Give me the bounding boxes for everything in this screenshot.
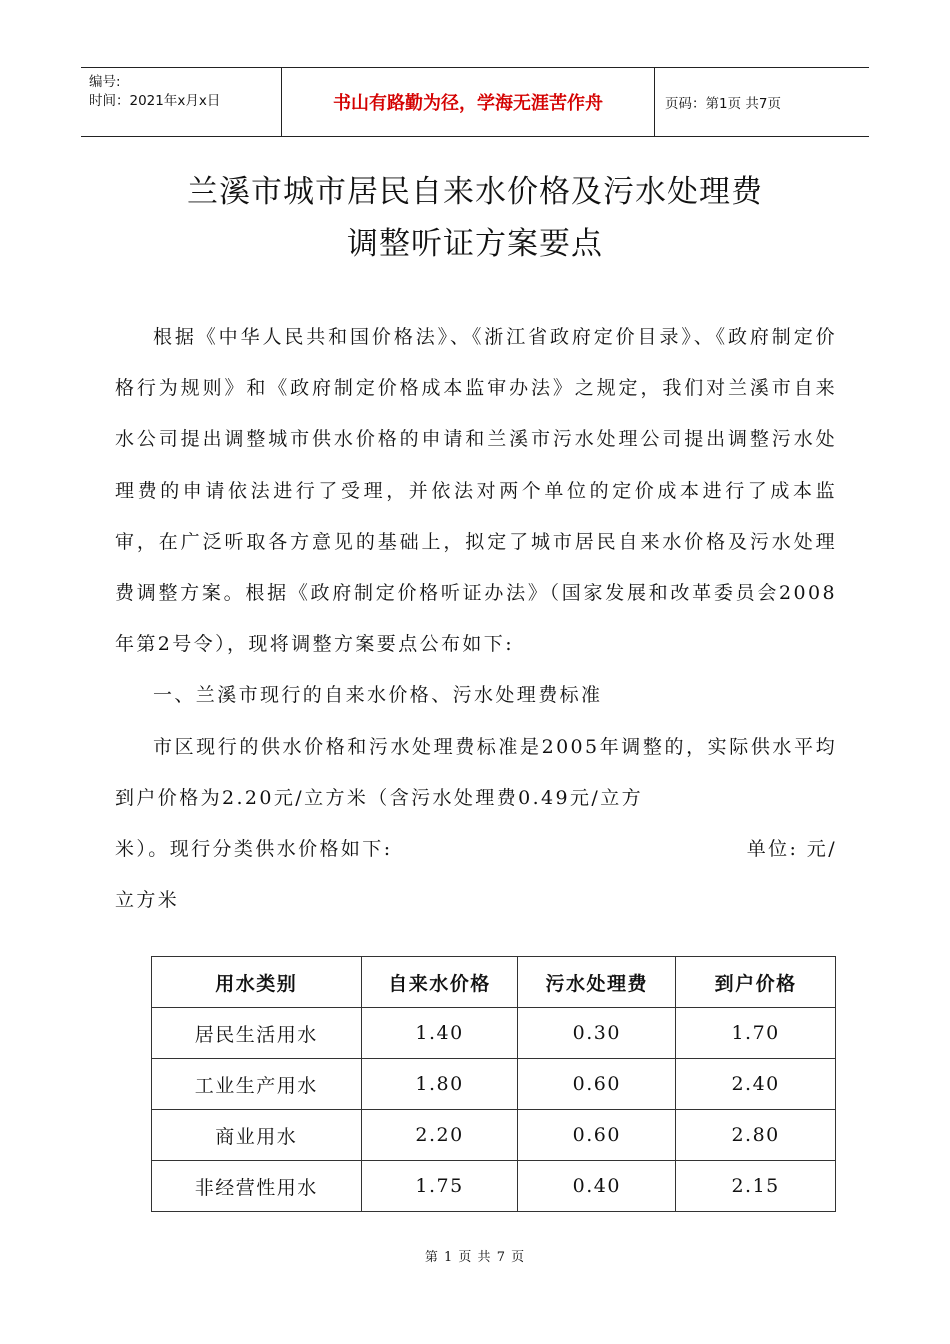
document-title-line1: 兰溪市城市居民自来水价格及污水处理费 xyxy=(187,174,763,210)
table-row xyxy=(152,1059,836,1110)
table-cell: 工业生产用水 xyxy=(152,1059,362,1110)
header-meta xyxy=(81,68,282,136)
header-motto: 书山有路勤为径，学海无涯苦作舟 xyxy=(282,68,655,136)
table-row xyxy=(152,1110,836,1161)
table-cell: 1.70 xyxy=(676,1008,836,1059)
price-table xyxy=(151,956,836,1212)
header-page-info: 页码：第1页 共7页 xyxy=(665,96,781,112)
col-header-category: 用水类别 xyxy=(152,957,362,1008)
table-cell: 1.75 xyxy=(361,1161,518,1212)
price-intro-row xyxy=(115,824,837,875)
time-label: 时间：2021年x月x日 xyxy=(89,93,221,109)
paragraph-current-prices: 市区现行的供水价格和污水处理费标准是2005年调整的，实际供水平均到户价格为2.20元/立方米（含污水处理费0.49元/立方 xyxy=(115,735,837,809)
table-cell: 居民生活用水 xyxy=(152,1008,362,1059)
page-footer: 第 1 页 共 7 页 xyxy=(424,1250,526,1265)
table-cell: 2.40 xyxy=(676,1059,836,1110)
table-cell: 2.20 xyxy=(361,1110,518,1161)
col-header-sewage-fee: 污水处理费 xyxy=(518,957,676,1008)
table-cell: 1.80 xyxy=(361,1059,518,1110)
unit-label: 单位: 元/ xyxy=(746,838,837,861)
table-cell: 0.60 xyxy=(518,1110,676,1161)
unit-label-cont: 立方米 xyxy=(115,889,180,912)
table-header-row xyxy=(152,957,836,1008)
table-cell: 2.80 xyxy=(676,1110,836,1161)
table-cell: 0.60 xyxy=(518,1059,676,1110)
table-cell: 0.40 xyxy=(518,1161,676,1212)
paragraph-intro: 根据《中华人民共和国价格法》、《浙江省政府定价目录》、《政府制定价格行为规则》和《政府制定价格成本监审办法》之规定，我们对兰溪市自来水公司提出调整城市供水价格的申请和兰溪市污水处理公司提出调整污水处理费的申请依法进行了受理，并依法对两个单位的定价成本进行了成本监审，在广泛听取各方意见的基础上，拟定了城市居民自来水价格及污水处理费调整方案。根据《政府制定价格听证办法》（国家发展和改革委员会2008年第2号令），现将调整方案要点公布如下: xyxy=(115,326,837,656)
col-header-water-price: 自来水价格 xyxy=(361,957,518,1008)
paragraph-current-prices-end: 米）。现行分类供水价格如下: xyxy=(115,838,393,861)
table-cell: 2.15 xyxy=(676,1161,836,1212)
table-row xyxy=(152,1161,836,1212)
document-header xyxy=(81,67,869,137)
col-header-total-price: 到户价格 xyxy=(676,957,836,1008)
table-cell: 非经营性用水 xyxy=(152,1161,362,1212)
number-label: 编号: xyxy=(89,74,121,90)
table-row xyxy=(152,1008,836,1059)
table-cell: 商业用水 xyxy=(152,1110,362,1161)
table-cell: 1.40 xyxy=(361,1008,518,1059)
document-body xyxy=(115,312,837,926)
table-cell: 0.30 xyxy=(518,1008,676,1059)
document-title-line2: 调整听证方案要点 xyxy=(347,226,603,262)
section-heading-1: 一、兰溪市现行的自来水价格、污水处理费标准 xyxy=(153,684,603,707)
